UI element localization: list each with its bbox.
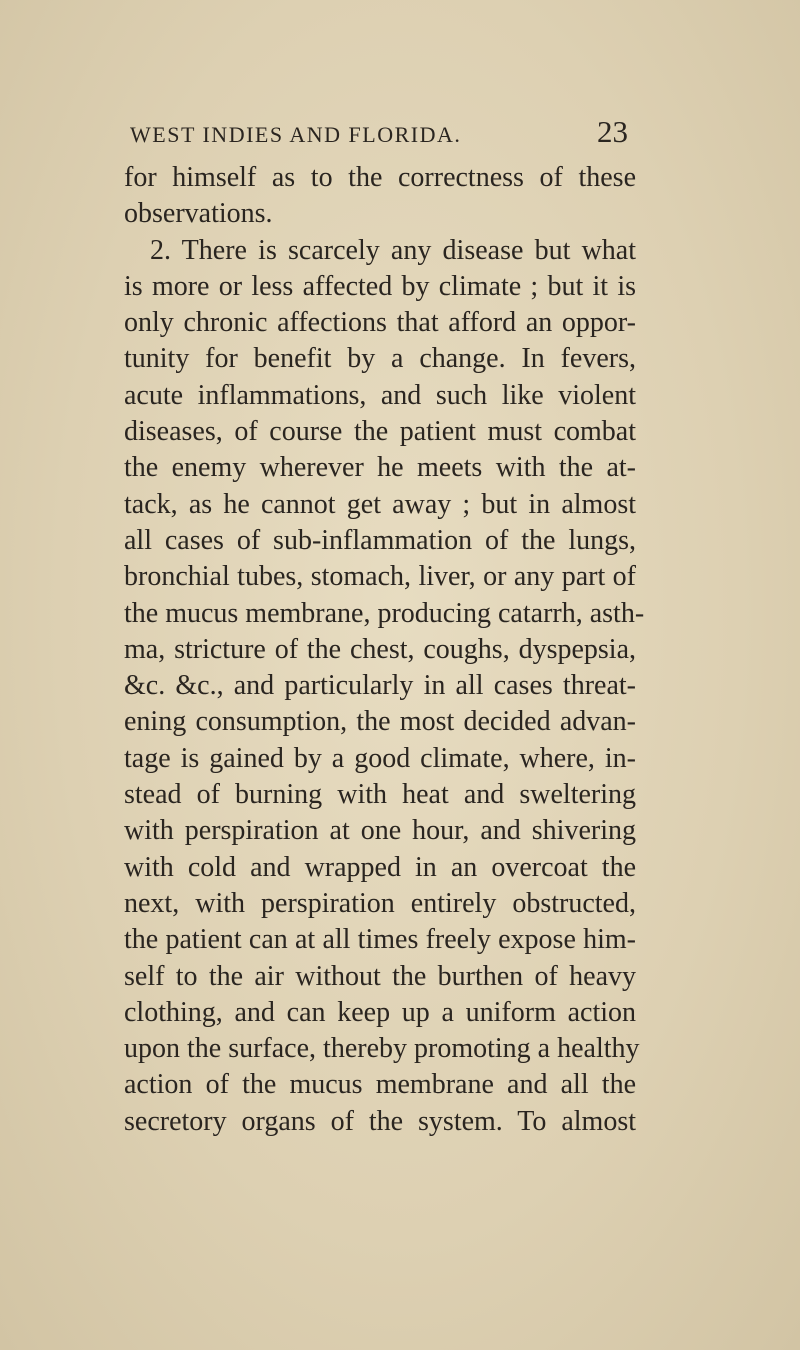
text-line: stead of burning with heat and sweltering xyxy=(124,779,636,811)
text-line: observations. xyxy=(124,198,273,230)
text-line: acute inflammations, and such like violent xyxy=(124,379,636,411)
text-line: the mucus membrane, producing catarrh, asth- xyxy=(124,597,645,629)
text-line: with perspiration at one hour, and shivering xyxy=(124,815,636,847)
text-line: action of the mucus membrane and all the xyxy=(124,1069,636,1101)
text-line: &c. &c., and particularly in all cases threat- xyxy=(124,670,636,702)
text-line: secretory organs of the system. To almost xyxy=(124,1105,636,1137)
text-line: bronchial tubes, stomach, liver, or any part of xyxy=(124,561,636,593)
text-line: next, with perspiration entirely obstructed, xyxy=(124,887,636,919)
text-line: for himself as to the correctness of these xyxy=(124,162,636,193)
body-text xyxy=(124,160,645,1140)
text-line: clothing, and can keep up a uniform action xyxy=(124,996,636,1028)
text-line: 2. There is scarcely any disease but what xyxy=(150,234,636,266)
text-line: is more or less affected by climate ; but it is xyxy=(124,270,636,302)
text-line: tage is gained by a good climate, where, in- xyxy=(124,742,636,774)
page-number: 23 xyxy=(597,114,628,149)
text-line: the patient can at all times freely expose him- xyxy=(124,924,636,956)
text-line: self to the air without the burthen of heavy xyxy=(124,960,636,992)
text-line: all cases of sub-inflammation of the lungs, xyxy=(124,524,636,556)
text-line: tunity for benefit by a change. In fevers, xyxy=(124,343,636,375)
running-title: WEST INDIES AND FLORIDA. xyxy=(130,122,462,147)
text-line: ma, stricture of the chest, coughs, dyspepsia, xyxy=(124,633,636,665)
text-line: the enemy wherever he meets with the at- xyxy=(124,452,636,484)
text-line: tack, as he cannot get away ; but in almost xyxy=(124,488,636,520)
text-line: only chronic affections that afford an oppor- xyxy=(124,307,636,339)
text-line: with cold and wrapped in an overcoat the xyxy=(124,851,636,883)
running-header xyxy=(130,114,630,154)
text-line: upon the surface, thereby promoting a healthy xyxy=(124,1033,640,1065)
text-line: ening consumption, the most decided advan- xyxy=(124,706,636,738)
text-line: diseases, of course the patient must combat xyxy=(124,416,636,448)
